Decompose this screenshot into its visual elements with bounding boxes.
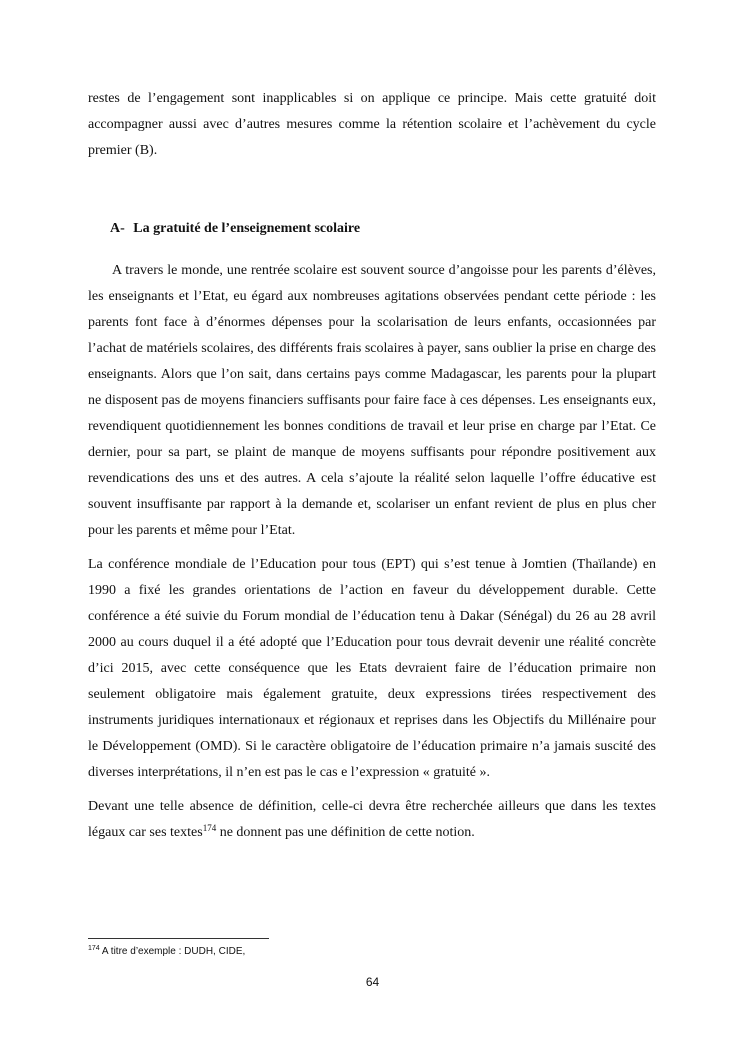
footnote <box>88 946 245 957</box>
footnote-number: 174 <box>88 945 100 952</box>
body-paragraph-3-text-end: ne donnent pas une définition de cette notion. <box>216 825 475 840</box>
page-body <box>88 86 656 846</box>
body-paragraph-1: A travers le monde, une rentrée scolaire est souvent source d’angoisse pour les parents d’élèves, les enseignants et l’Etat, eu égard aux nombreuses agitations observées pendant cette période : les parents font face à d’énormes dépenses pour la scolarisation de leurs enfants, occasionnées par l’achat de matériels scolaires, des différents frais scolaires à payer, sans oublier la prise en charge des enseignants. Alors que l’on sait, dans certains pays comme Madagascar, les parents pour la plupart ne disposent pas de moyens financiers suffisants pour faire face à ces dépenses. Les enseignants eux, revendiquent quotidiennement les bonnes conditions de travail et leur prise en charge par l’Etat. Ce dernier, pour sa part, se plaint de manque de moyens suffisants pour répondre positivement aux revendications des uns et des autres. A cela s’ajoute la réalité selon laquelle l’offre éducative est souvent insuffisante par rapport à la demande et, scolariser un enfant revient de plus en plus cher pour les parents et même pour l’Etat. <box>88 263 656 538</box>
intro-paragraph: restes de l’engagement sont inapplicables si on applique ce principe. Mais cette gratuité doit accompagner aussi avec d’autres mesures comme la rétention scolaire et l’achèvement du cycle premier (B). <box>88 91 656 158</box>
section-heading <box>110 216 656 242</box>
section-heading-number: A- <box>110 221 125 236</box>
body-paragraph-3 <box>88 794 656 846</box>
footnote-text: A titre d’exemple : DUDH, CIDE, <box>99 946 246 957</box>
body-paragraph-2: La conférence mondiale de l’Education pour tous (EPT) qui s’est tenue à Jomtien (Thaïlande) en 1990 a fixé les grandes orientations de l’action en faveur du développement durable. Cette conférence a été suivie du Forum mondial de l’éducation tenu à Dakar (Sénégal) du 26 au 28 avril 2000 au cours duquel il a été adopté que l’Education pour tous devrait devenir une réalité concrète d’ici 2015, avec cette conséquence que les Etats devraient faire de l’éducation primaire non seulement obligatoire mais également gratuite, deux expressions tirées respectivement des instruments juridiques internationaux et régionaux et reprises dans les Objectifs du Millénaire pour le Développement (OMD). Si le caractère obligatoire de l’éducation primaire n’a jamais suscité des diverses interprétations, il n’en est pas le cas e l’expression « gratuité ». <box>88 557 656 780</box>
footnote-separator <box>88 938 269 939</box>
section-heading-title: La gratuité de l’enseignement scolaire <box>133 221 361 236</box>
footnote-reference[interactable]: 174 <box>202 823 217 833</box>
page-number: 64 <box>365 975 380 989</box>
body-paragraph-3-text: Devant une telle absence de définition, celle-ci devra être recherchée ailleurs que dans les textes légaux car ses textes <box>88 799 656 840</box>
